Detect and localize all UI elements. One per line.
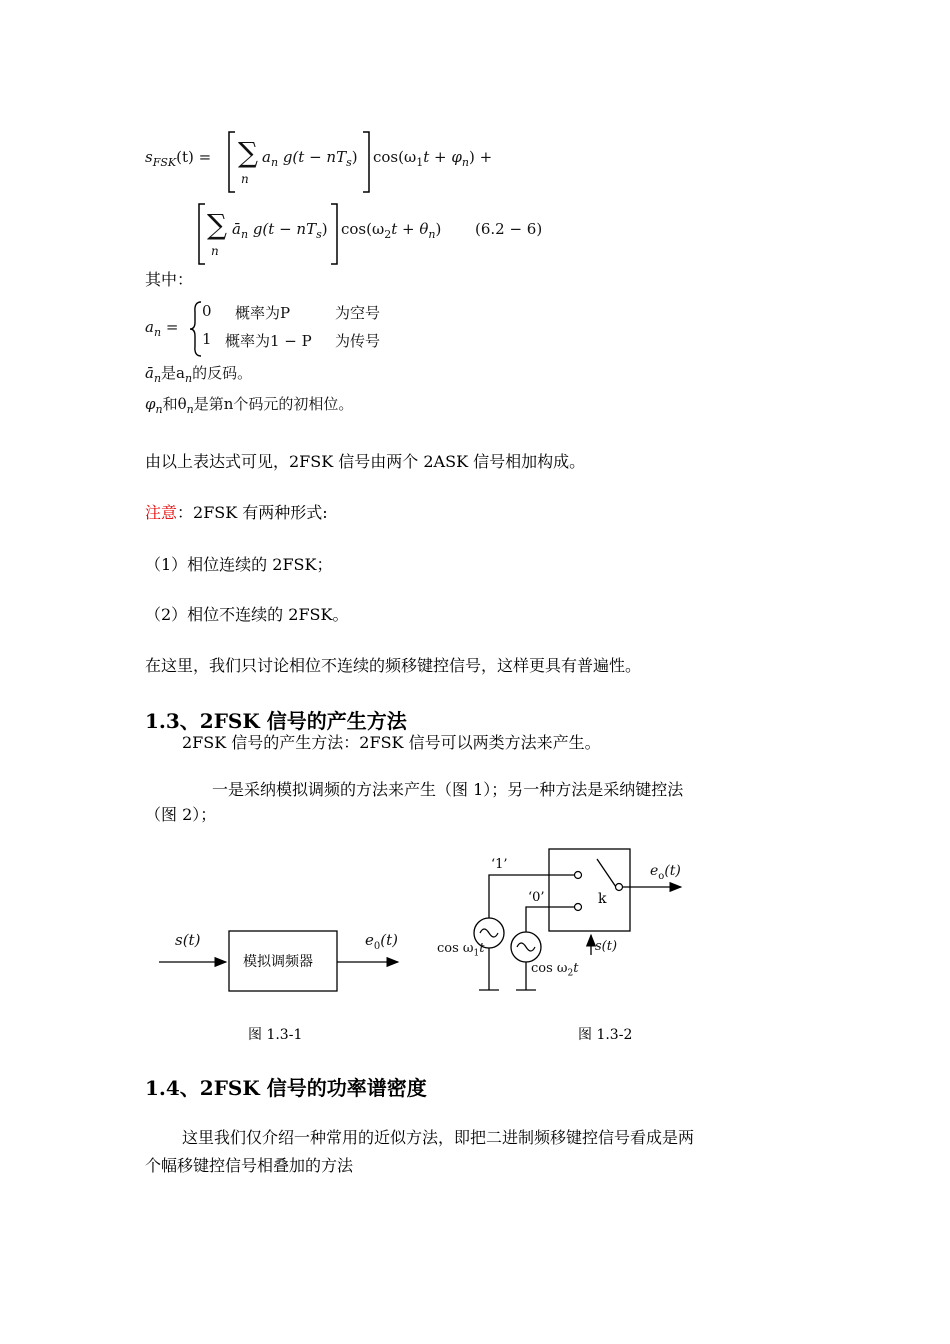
paragraph-2: 在这里，我们只讨论相位不连续的频移键控信号，这样更具有普遍性。 [145, 656, 642, 675]
osc2-label: $\cos \omega_2t$ [531, 961, 579, 979]
figure-2-caption: 图 1.3-2 [578, 1027, 633, 1043]
form-2: （2）相位不连续的 2FSK。 [145, 605, 349, 624]
fm-modulator-block: 模拟调频器 [243, 954, 313, 970]
fsk-formula [145, 130, 565, 270]
row2-prob: 概率为1 − P [225, 332, 312, 350]
formula-lhs: $s_{FSK}(t)$ = [145, 148, 212, 169]
heading-1-4: 1.4、2FSK 信号的功率谱密度 [145, 1076, 427, 1100]
fig2-output-label: $e_o(t)$ [650, 863, 681, 882]
an-definition: $a_n$ = 0 概率为P 为空号 1 概率为1 − P 为传号 [145, 298, 445, 358]
sum-symbol-2: ∑ [207, 208, 227, 241]
paragraph-1: 由以上表达式可见，2FSK 信号由两个 2ASK 信号相加构成。 [145, 452, 586, 471]
row1-value: 0 [202, 302, 212, 320]
generation-line-3: （图 2）； [145, 805, 217, 824]
figure-2 [435, 845, 695, 995]
equation-number: (6.2 − 6) [475, 220, 543, 238]
fig1-output-label: $e_0(t)$ [365, 931, 398, 952]
where-label: 其中： [145, 270, 194, 289]
generation-line-2: 一是采纳模拟调频的方法来产生（图 1）；另一种方法是采纳键控法 [212, 780, 684, 799]
figure-1-caption: 图 1.3-1 [248, 1027, 303, 1043]
row2-desc: 为传号 [335, 332, 381, 350]
generation-line-1: 2FSK 信号的产生方法：2FSK 信号可以两类方法来产生。 [182, 733, 601, 752]
sum-index-1: n [241, 172, 249, 186]
formula-term1: $a_n$ $g(t - nT_s)$ [262, 148, 358, 169]
psd-line-2: 个幅移键控信号相叠加的方法 [145, 1156, 354, 1175]
row2-value: 1 [202, 330, 212, 348]
phase-line: $\varphi_n$和$\theta_n$是第n个码元的初相位。 [145, 395, 354, 416]
fig1-input-label: s(t) [175, 931, 201, 949]
figure-1 [155, 925, 415, 995]
note-label: 注意 [145, 503, 178, 522]
switch-label: k [598, 891, 607, 907]
sum-index-2: n [211, 244, 219, 258]
an-bar-line: $ā_n$是$a_n$的反码。 [145, 364, 253, 385]
brace [189, 300, 203, 358]
label-1: ‘1’ [491, 857, 508, 872]
note-line [145, 503, 328, 523]
formula-cos1: $\cos(\omega_1t + \varphi_n)$ + [373, 148, 493, 169]
heading-1-3: 1.3、2FSK 信号的产生方法 [145, 709, 407, 733]
control-label: s(t) [595, 939, 618, 954]
psd-line-1: 这里我们仅介绍一种常用的近似方法，即把二进制频移键控信号看成是两 [182, 1128, 695, 1147]
label-0: ‘0’ [528, 890, 545, 905]
sum-symbol-1: ∑ [238, 136, 258, 169]
row1-prob: 概率为P [235, 304, 291, 322]
formula-term2: $ā_n$ $g(t - nT_s)$ [232, 220, 328, 241]
form-1: （1）相位连续的 2FSK； [145, 555, 333, 574]
row1-desc: 为空号 [335, 304, 381, 322]
osc1-label: $\cos \omega_1t$ [437, 941, 485, 959]
formula-cos2: $\cos(\omega_2t + \theta_n)$ [341, 220, 442, 241]
note-text: ：2FSK 有两种形式: [177, 503, 328, 522]
